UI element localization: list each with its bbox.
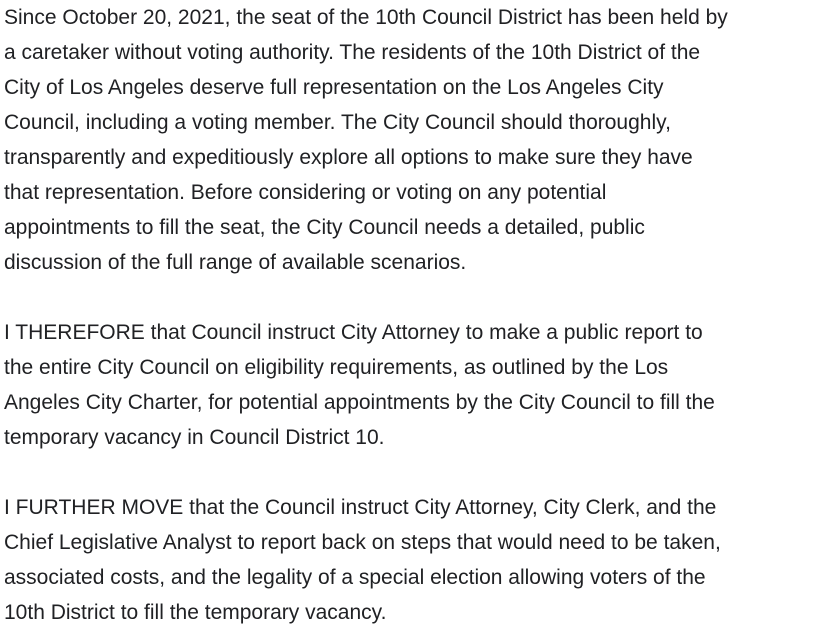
- paragraph: [4, 315, 819, 455]
- text-line: associated costs, and the legality of a special election allowing voters of the: [4, 566, 706, 589]
- text-line: a caretaker without voting authority. The residents of the 10th District of the: [4, 41, 701, 64]
- text-line: transparently and expeditiously explore all options to make sure they have: [4, 146, 693, 169]
- text-line: I THEREFORE that Council instruct City Attorney to make a public report to: [4, 321, 703, 344]
- text-line: temporary vacancy in Council District 10.: [4, 426, 385, 449]
- text-line: 10th District to fill the temporary vacancy.: [4, 601, 387, 624]
- text-line: City of Los Angeles deserve full representation on the Los Angeles City: [4, 76, 664, 99]
- paragraph: [4, 0, 819, 280]
- text-line: Since October 20, 2021, the seat of the 10th Council District has been held by: [4, 6, 728, 29]
- text-line: Council, including a voting member. The City Council should thoroughly,: [4, 111, 671, 134]
- text-line: that representation. Before considering or voting on any potential: [4, 181, 607, 204]
- text-line: the entire City Council on eligibility requirements, as outlined by the Los: [4, 356, 669, 379]
- text-line: Angeles City Charter, for potential appointments by the City Council to fill the: [4, 391, 715, 414]
- text-line: appointments to fill the seat, the City Council needs a detailed, public: [4, 216, 645, 239]
- text-line: discussion of the full range of available scenarios.: [4, 251, 467, 274]
- text-line: I FURTHER MOVE that the Council instruct City Attorney, City Clerk, and the: [4, 496, 717, 519]
- text-line: Chief Legislative Analyst to report back on steps that would need to be taken,: [4, 531, 721, 554]
- paragraph: [4, 490, 819, 630]
